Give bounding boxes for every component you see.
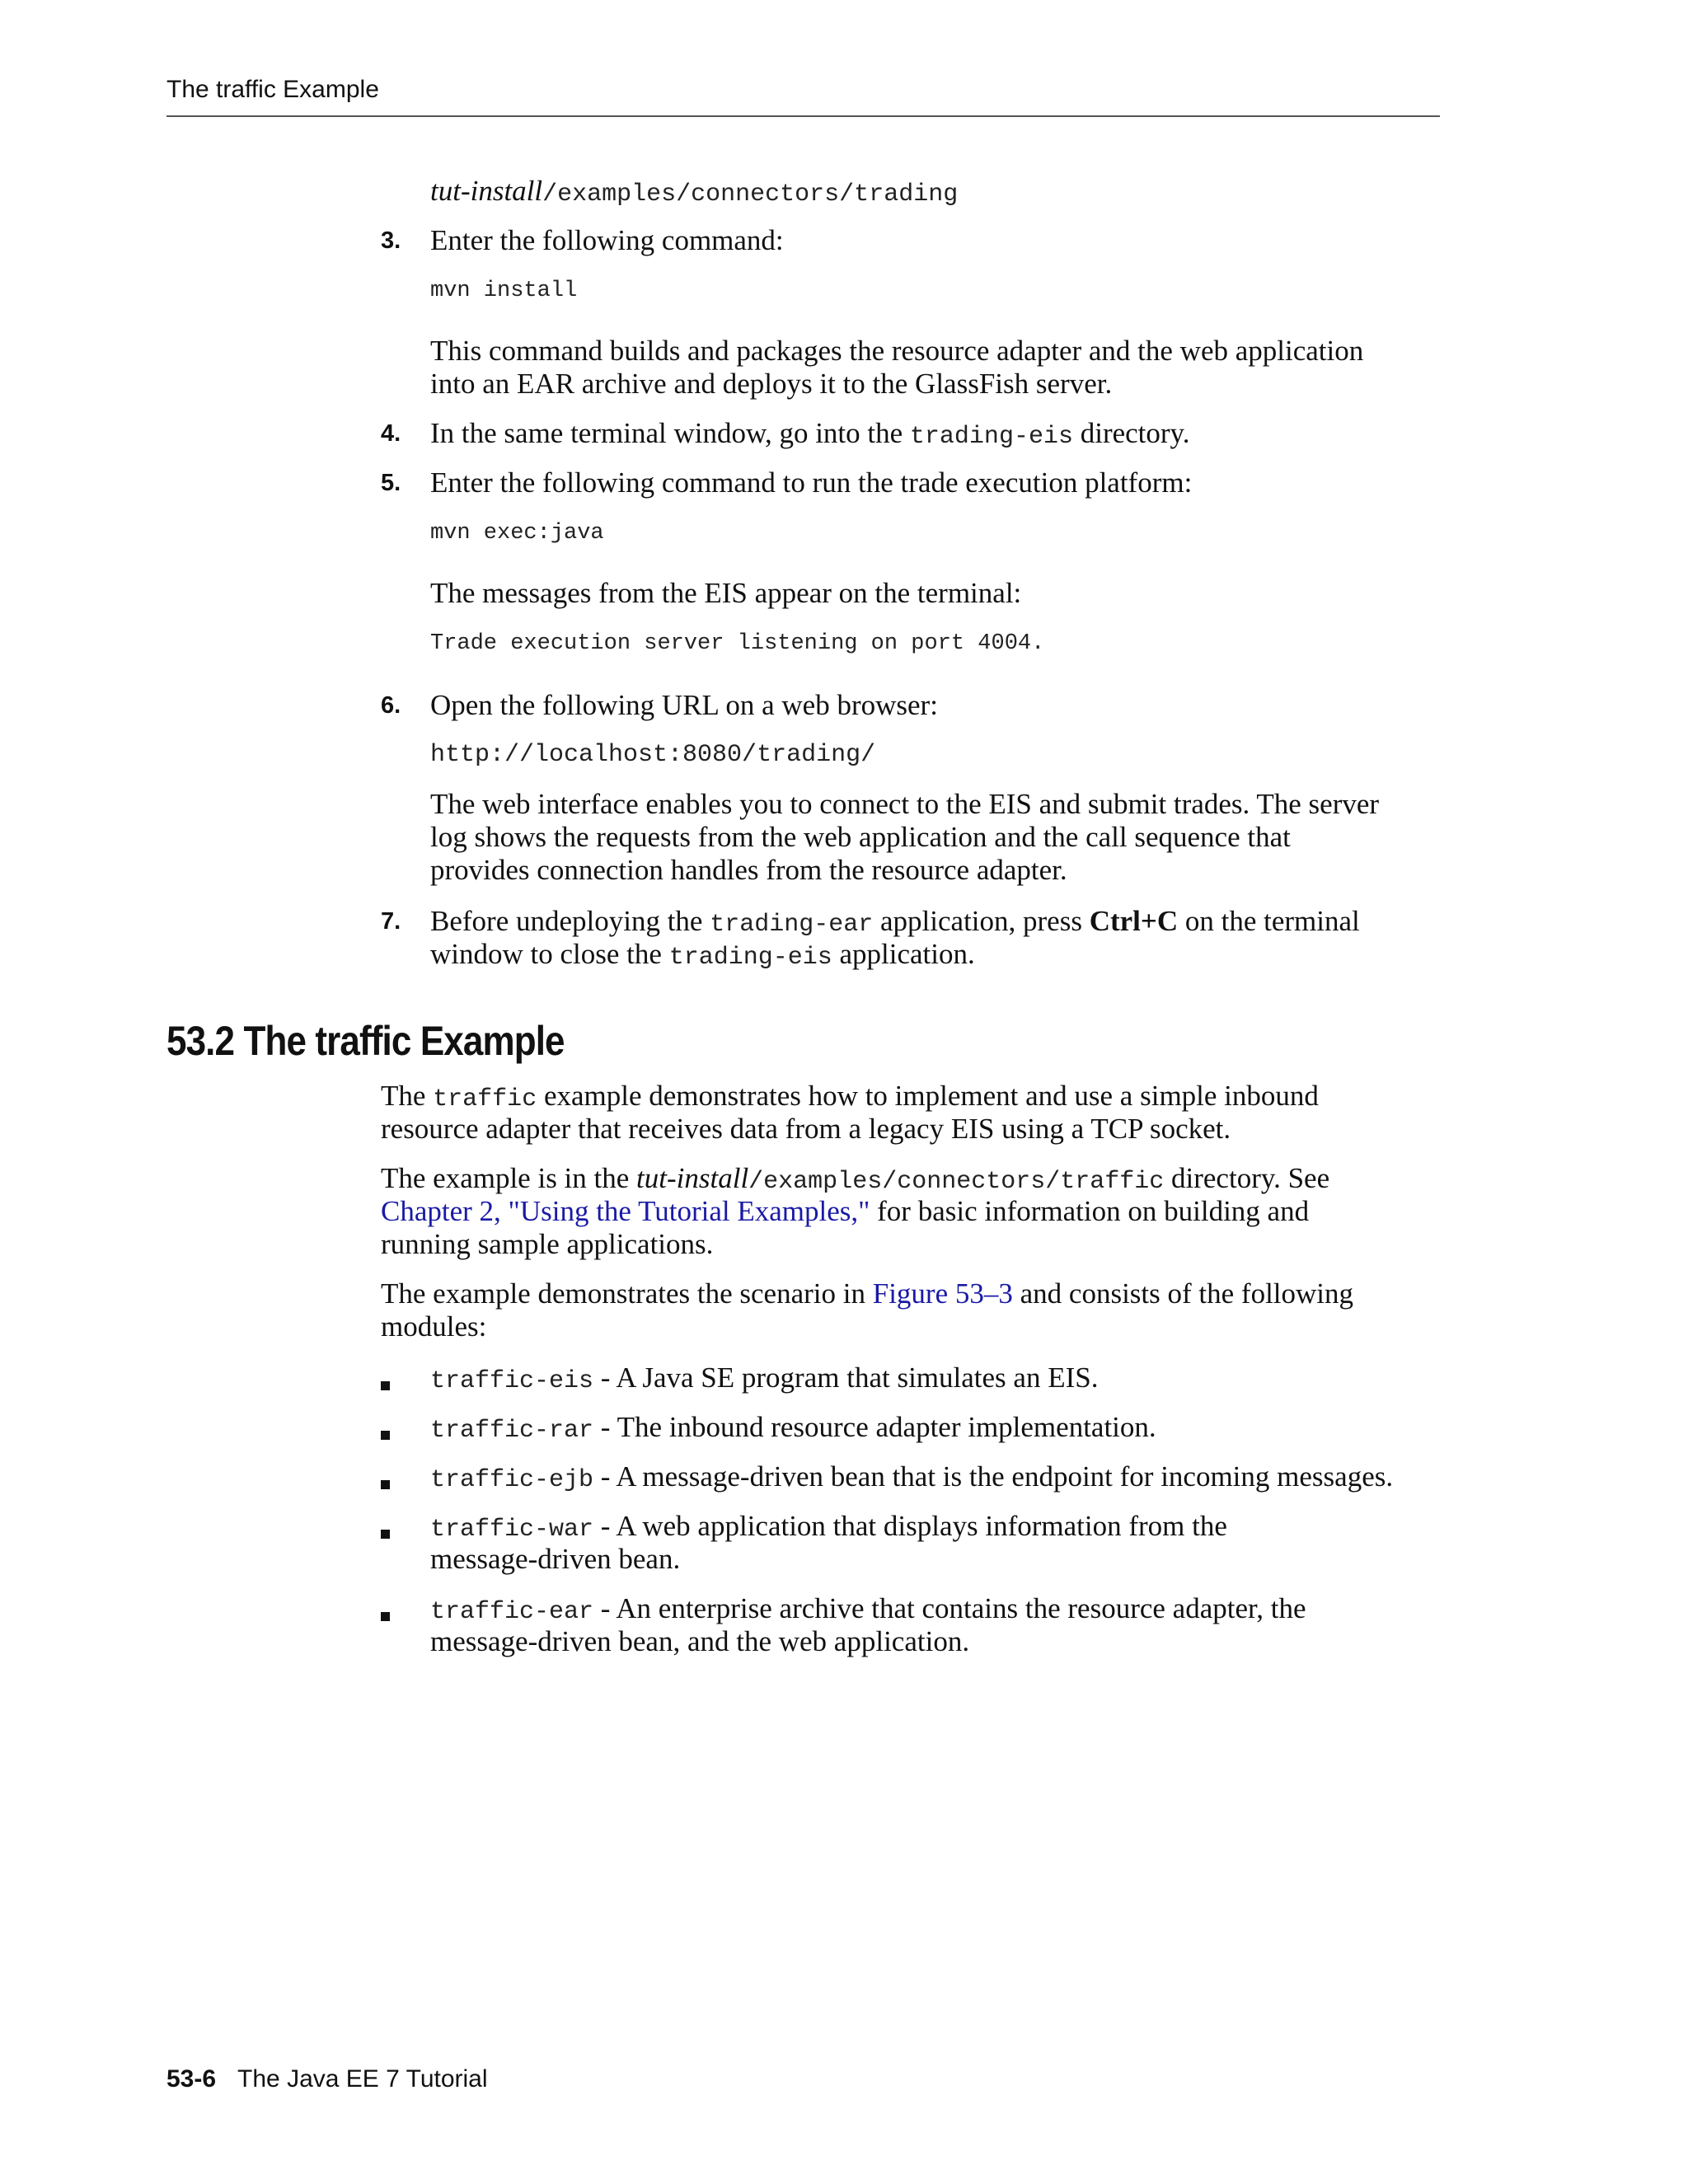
terminal-output: Trade execution server listening on port 4004. (430, 631, 1045, 656)
list-item: traffic-ear - An enterprise archive that contains the resource adapter, the (430, 1592, 1306, 1626)
step-text: window to close the trading-eis application. (430, 938, 975, 972)
paragraph-line: modules: (381, 1310, 487, 1343)
paragraph-line: This command builds and packages the resource adapter and the web application (430, 335, 1364, 367)
bullet-icon (381, 1530, 390, 1539)
step-text: Enter the following command to run the trade execution platform: (430, 466, 1193, 499)
path-line: tut-install/examples/connectors/trading (430, 175, 959, 209)
paragraph-line: The messages from the EIS appear on the terminal: (430, 577, 1022, 609)
step-text: Before undeploying the trading-ear application, press Ctrl+C on the terminal (430, 905, 1360, 939)
list-item: traffic-rar - The inbound resource adapter implementation. (430, 1411, 1156, 1445)
paragraph-line: The example demonstrates the scenario in Figure 53–3 and consists of the following (381, 1277, 1354, 1310)
bullet-icon (381, 1431, 390, 1440)
paragraph-line: The example is in the tut-install/examples/connectors/traffic directory. See (381, 1162, 1330, 1196)
step-number: 3. (381, 227, 401, 254)
page-number: 53-6 (166, 2065, 217, 2093)
step-text: In the same terminal window, go into the trading-eis directory. (430, 417, 1190, 451)
list-item-continuation: message-driven bean. (430, 1543, 681, 1575)
list-item: traffic-war - A web application that displays information from the (430, 1510, 1227, 1544)
code-block: mvn exec:java (430, 521, 604, 546)
running-header: The traffic Example (166, 76, 379, 103)
book-title: The Java EE 7 Tutorial (237, 2065, 488, 2093)
bullet-icon (381, 1612, 390, 1621)
step-number: 5. (381, 470, 401, 496)
figure-53-3-link[interactable]: Figure 53–3 (872, 1277, 1013, 1310)
paragraph-line: The traffic example demonstrates how to implement and use a simple inbound (381, 1080, 1319, 1113)
step-text: Enter the following command: (430, 224, 784, 256)
bullet-icon (381, 1480, 390, 1489)
step-number: 7. (381, 908, 401, 935)
bullet-icon (381, 1381, 390, 1390)
chapter-2-link[interactable]: Chapter 2, "Using the Tutorial Examples," (381, 1195, 870, 1227)
paragraph-line: log shows the requests from the web application and the call sequence that (430, 821, 1291, 853)
paragraph-line: running sample applications. (381, 1228, 714, 1260)
list-item: traffic-eis - A Java SE program that simulates an EIS. (430, 1361, 1099, 1395)
list-item-continuation: message-driven bean, and the web application. (430, 1625, 970, 1657)
step-text: Open the following URL on a web browser: (430, 689, 938, 721)
url-text: http://localhost:8080/trading/ (430, 741, 876, 769)
section-heading: 53.2 The traffic Example (166, 1018, 565, 1064)
paragraph-line: resource adapter that receives data from a legacy EIS using a TCP socket. (381, 1113, 1231, 1145)
step-number: 4. (381, 420, 401, 447)
page-footer (166, 2065, 488, 2093)
paragraph-line: Chapter 2, "Using the Tutorial Examples," for basic information on building and (381, 1195, 1310, 1227)
code-block: mvn install (430, 279, 578, 303)
paragraph-line: into an EAR archive and deploys it to the GlassFish server. (430, 368, 1113, 400)
step-number: 6. (381, 692, 401, 719)
header-divider (166, 115, 1440, 117)
paragraph-line: provides connection handles from the resource adapter. (430, 854, 1067, 886)
paragraph-line: The web interface enables you to connect to the EIS and submit trades. The server (430, 788, 1380, 820)
list-item: traffic-ejb - A message-driven bean that is the endpoint for incoming messages. (430, 1460, 1394, 1494)
